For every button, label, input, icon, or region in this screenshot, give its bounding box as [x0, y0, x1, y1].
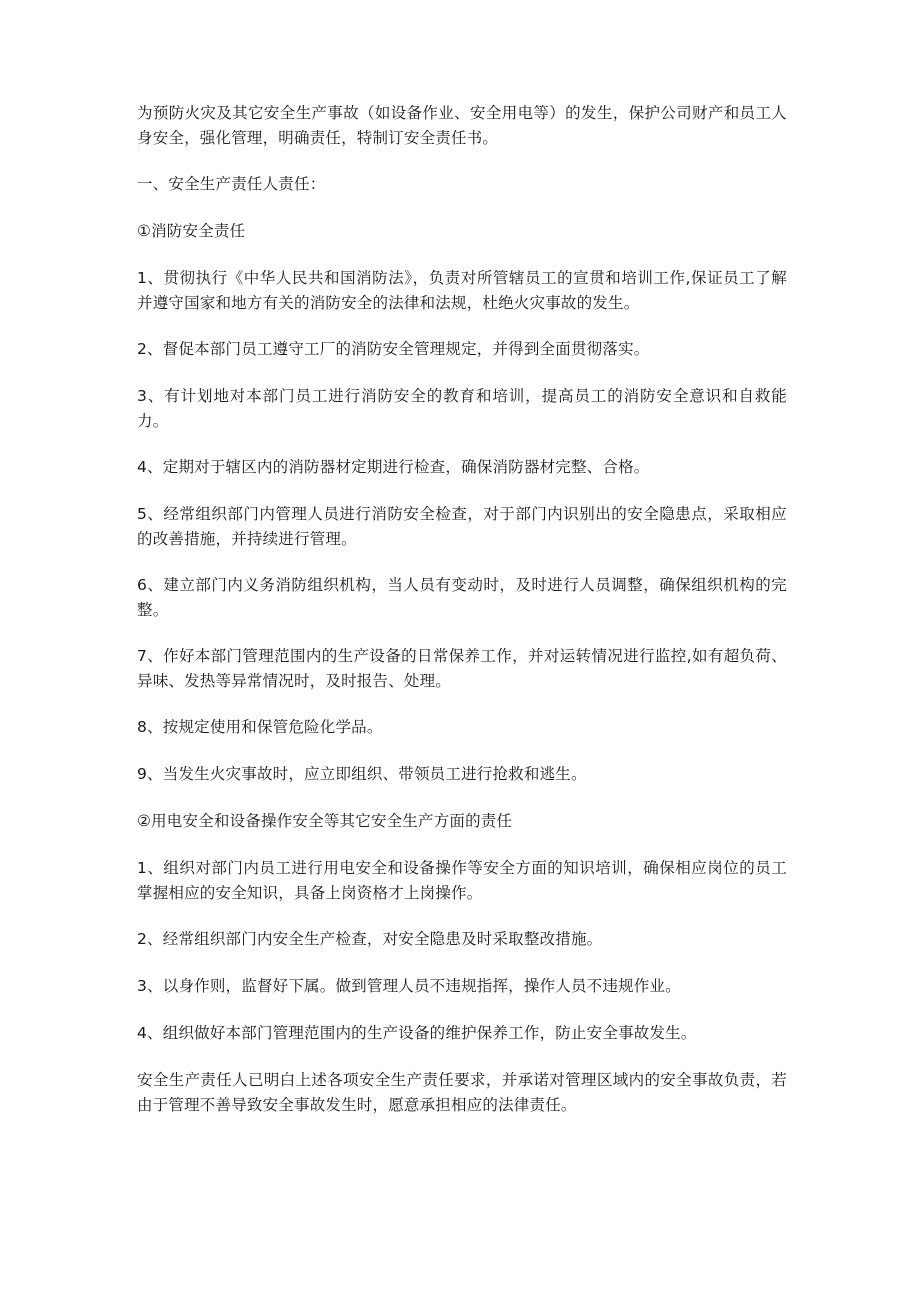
intro-paragraph: 为预防火灾及其它安全生产事故（如设备作业、安全用电等）的发生，保护公司财产和员工人身安全，强化管理，明确责任，特制订安全责任书。	[137, 104, 787, 147]
electrical-safety-item: 1、组织对部门内员工进行用电安全和设备操作等安全方面的知识培训，确保相应岗位的员工掌握相应的安全知识，具备上岗资格才上岗操作。	[137, 859, 787, 902]
fire-safety-item: 8、按规定使用和保管危险化学品。	[137, 718, 383, 736]
fire-safety-item: 9、当发生火灾事故时，应立即组织、带领员工进行抢救和逃生。	[137, 765, 587, 783]
closing-paragraph: 安全生产责任人已明白上述各项安全生产责任要求，并承诺对管理区域内的安全事故负责，若由于管理不善导致安全事故发生时，愿意承担相应的法律责任。	[137, 1071, 787, 1114]
electrical-safety-item: 3、以身作则，监督好下属。做到管理人员不违规指挥，操作人员不违规作业。	[137, 977, 681, 995]
electrical-safety-heading: ②用电安全和设备操作安全等其它安全生产方面的责任	[137, 812, 513, 830]
document-body	[137, 101, 787, 1139]
fire-safety-item: 2、督促本部门员工遵守工厂的消防安全管理规定，并得到全面贯彻落实。	[137, 340, 650, 358]
fire-safety-item: 6、建立部门内义务消防组织机构，当人员有变动时，及时进行人员调整，确保组织机构的完整。	[137, 576, 787, 619]
fire-safety-item: 3、有计划地对本部门员工进行消防安全的教育和培训，提高员工的消防安全意识和自救能力。	[137, 387, 787, 430]
fire-safety-heading: ①消防安全责任	[137, 222, 246, 240]
fire-safety-item: 7、作好本部门管理范围内的生产设备的日常保养工作，并对运转情况进行监控,如有超负荷、异味、发热等异常情况时，及时报告、处理。	[137, 647, 787, 690]
fire-safety-item: 5、经常组织部门内管理人员进行消防安全检查，对于部门内识别出的安全隐患点，采取相应的改善措施，并持续进行管理。	[137, 505, 787, 548]
electrical-safety-item: 4、组织做好本部门管理范围内的生产设备的维护保养工作，防止安全事故发生。	[137, 1024, 697, 1042]
fire-safety-item: 1、贯彻执行《中华人民共和国消防法》，负责对所管辖员工的宣贯和培训工作,保证员工了解并遵守国家和地方有关的消防安全的法律和法规，杜绝火灾事故的发生。	[137, 269, 787, 312]
fire-safety-item: 4、定期对于辖区内的消防器材定期进行检查，确保消防器材完整、合格。	[137, 458, 650, 476]
electrical-safety-item: 2、经常组织部门内安全生产检查，对安全隐患及时采取整改措施。	[137, 930, 603, 948]
section-heading: 一、安全生产责任人责任：	[137, 175, 326, 193]
